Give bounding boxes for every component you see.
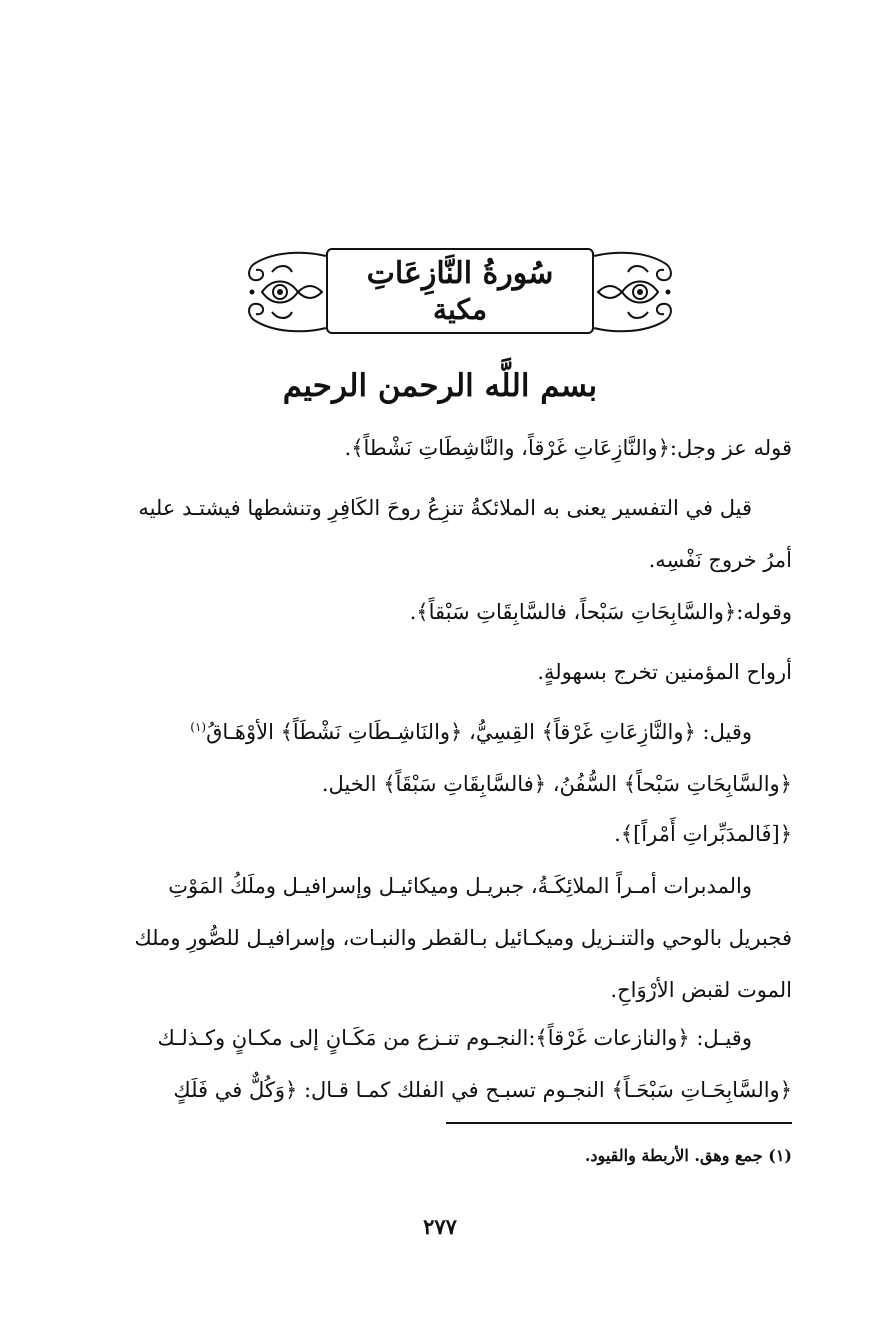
text-line: قوله عز وجل:﴿والنَّازِعَاتِ غَرْقاً، والنَّاشِطَاتِ نَشْطاً﴾. bbox=[344, 436, 792, 460]
surah-title-cartouche bbox=[242, 242, 678, 342]
text-line: قيل في التفسير يعنى به الملائكةُ تنزِعُ روحَ الكَافِرِ وتنشطها فيشتـد عليه bbox=[138, 496, 752, 520]
paragraph-8 bbox=[118, 1012, 792, 1116]
text-line: وقوله:﴿والسَّابِحَاتِ سَبْحاً، فالسَّابِقَاتِ سَبْقاً﴾. bbox=[409, 600, 792, 624]
text-line: ﴿[فَالمدَبِّراتِ أَمْراً]﴾. bbox=[614, 822, 792, 846]
text-line: فجبريل بالوحي والتنـزيل وميكـائيل بـالقطر والنبـات، وإسرافيـل للصُّورِ وملك bbox=[134, 926, 792, 950]
text-line: أرواح المؤمنين تخرج بسهولةٍ. bbox=[537, 660, 792, 684]
surah-title-box bbox=[326, 248, 594, 334]
footnote: (١) جمع وهق. الأربطة والقيود. bbox=[584, 1146, 792, 1165]
text-line: والمدبرات أمـراً الملائِكَـةُ، جبريـل وميكائيـل وإسرافيـل وملَكُ المَوْتِ bbox=[168, 874, 752, 898]
text-line: ﴿والسَّابِحَاتِ سَبْحاً﴾ السُّفُنُ، ﴿فالسَّابِقَاتِ سَبْقَاً﴾ الخيل. bbox=[321, 772, 792, 796]
footnote-separator bbox=[446, 1122, 792, 1124]
paragraph-6 bbox=[118, 808, 832, 860]
text-segment: وقيل: ﴿والنَّازِعَاتِ غَرْقاً﴾ القِسِيُّ، ﴿والنَاشِـطَاتِ نَشْطَاً﴾ الأوْهَـاقُ bbox=[206, 720, 752, 744]
paragraph-2 bbox=[118, 482, 792, 586]
paragraph-7 bbox=[118, 860, 792, 1016]
paragraph-5 bbox=[118, 706, 792, 810]
text-line: أمرُ خروج نَفْسِه. bbox=[648, 548, 792, 572]
surah-title: سُورةُ النَّازِعَاتِ bbox=[366, 256, 554, 291]
text-line: وقيـل: ﴿والنازعات غَرْقاً﴾:النجـوم تنـزع من مَكَـانٍ إلى مكـانٍ وكـذلـك bbox=[157, 1026, 752, 1050]
paragraph-4 bbox=[118, 646, 792, 698]
paragraph-1 bbox=[118, 422, 832, 474]
text-line: ﴿والسَّابِحَـاتِ سَبْحَـاً﴾ النجـوم تسبـح في الفلك كمـا قـال: ﴿وَكُلٌّ في فَلَكٍ bbox=[173, 1078, 792, 1102]
footnote-ref: (١) bbox=[190, 720, 207, 734]
text-line: الموت لقبض الأرْوَاحِ. bbox=[610, 978, 792, 1002]
page-number: ٢٧٧ bbox=[423, 1214, 457, 1239]
surah-type: مكية bbox=[433, 293, 487, 326]
text-line bbox=[118, 706, 792, 758]
paragraph-3 bbox=[118, 586, 832, 638]
basmala: بسم اللَّه الرحمن الرحيم bbox=[282, 368, 598, 404]
